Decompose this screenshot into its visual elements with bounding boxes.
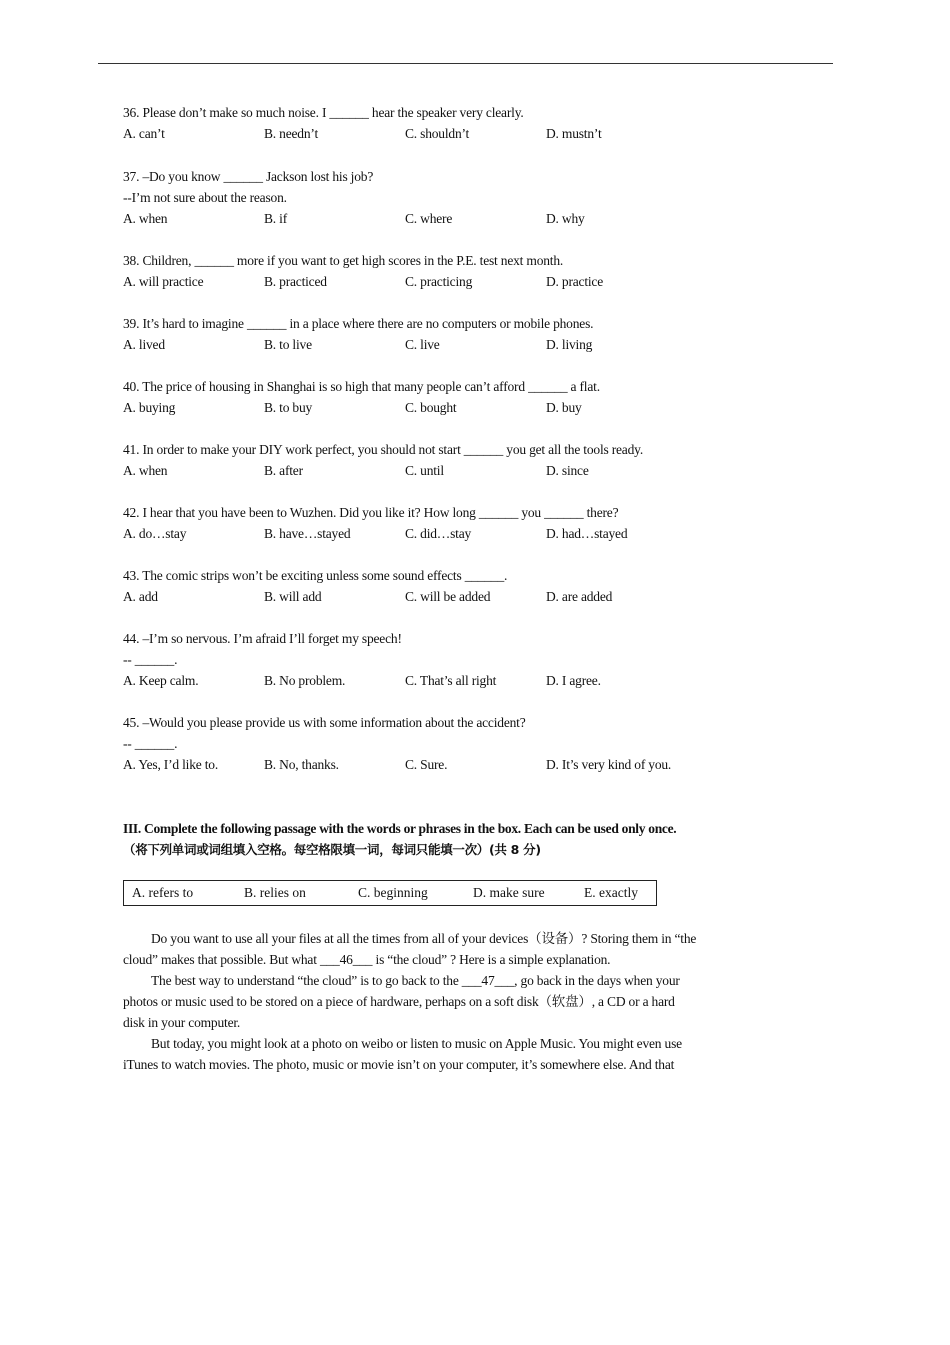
option-c[interactable]: C. bought	[405, 400, 457, 415]
options-row	[123, 123, 763, 144]
option-d[interactable]: D. why	[546, 211, 585, 226]
option-a[interactable]: A. will practice	[123, 274, 204, 289]
option-d[interactable]: D. practice	[546, 274, 604, 289]
options-row	[123, 208, 763, 229]
option-b[interactable]: B. No, thanks.	[264, 757, 339, 772]
passage	[123, 928, 743, 1075]
passage-line: The best way to understand “the cloud” is to go back to the ___47___, go back in the days when your	[151, 973, 680, 988]
option-a[interactable]: A. when	[123, 211, 168, 226]
passage-line: cloud” makes that possible. But what ___46___ is “the cloud” ? Here is a simple explanation.	[123, 952, 611, 967]
question-40	[123, 376, 763, 418]
option-d[interactable]: D. mustn’t	[546, 126, 602, 141]
question-42	[123, 502, 763, 544]
question-38	[123, 250, 763, 292]
question-43	[123, 565, 763, 607]
word-option-d: D. make sure	[473, 885, 545, 900]
option-d[interactable]: D. It’s very kind of you.	[546, 757, 672, 772]
option-d[interactable]: D. buy	[546, 400, 582, 415]
question-stem-line-2: --I’m not sure about the reason.	[123, 190, 287, 205]
option-a[interactable]: A. when	[123, 463, 168, 478]
options-row	[123, 670, 763, 691]
option-d[interactable]: D. since	[546, 463, 589, 478]
question-stem: 43. The comic strips won’t be exciting unless some sound effects ______.	[123, 568, 508, 583]
option-a[interactable]: A. lived	[123, 337, 165, 352]
option-c[interactable]: C. until	[405, 463, 444, 478]
passage-line: Do you want to use all your files at all the times from all of your devices（设备）? Storing them in “the	[151, 931, 697, 946]
option-c[interactable]: C. practicing	[405, 274, 473, 289]
option-c[interactable]: C. will be added	[405, 589, 491, 604]
question-44	[123, 628, 763, 691]
passage-line: photos or music used to be stored on a piece of hardware, perhaps on a soft disk（软盘）, a CD or a hard	[123, 994, 675, 1009]
option-b[interactable]: B. to buy	[264, 400, 313, 415]
option-a[interactable]: A. do…stay	[123, 526, 187, 541]
options-row	[123, 523, 763, 544]
option-b[interactable]: B. after	[264, 463, 303, 478]
options-row	[123, 271, 763, 292]
question-stem: 36. Please don’t make so much noise. I ______ hear the speaker very clearly.	[123, 105, 524, 120]
options-row	[123, 334, 763, 355]
question-stem: 42. I hear that you have been to Wuzhen. Did you like it? How long ______ you ______ there?	[123, 505, 619, 520]
option-c[interactable]: C. shouldn’t	[405, 126, 470, 141]
option-c[interactable]: C. where	[405, 211, 453, 226]
option-d[interactable]: D. are added	[546, 589, 613, 604]
option-a[interactable]: A. add	[123, 589, 158, 604]
question-stem: 37. –Do you know ______ Jackson lost his job?	[123, 169, 374, 184]
question-37	[123, 166, 763, 229]
question-stem: 41. In order to make your DIY work perfect, you should not start ______ you get all the tools ready.	[123, 442, 644, 457]
option-d[interactable]: D. living	[546, 337, 593, 352]
word-option-c: C. beginning	[358, 885, 428, 900]
option-a[interactable]: A. Keep calm.	[123, 673, 199, 688]
option-c[interactable]: C. live	[405, 337, 440, 352]
word-option-b: B. relies on	[244, 885, 306, 900]
passage-line: But today, you might look at a photo on weibo or listen to music on Apple Music. You might even use	[151, 1036, 682, 1051]
section-title: III. Complete the following passage with the words or phrases in the box. Each can be used only once.	[123, 821, 677, 836]
option-c[interactable]: C. That’s all right	[405, 673, 497, 688]
option-b[interactable]: B. if	[264, 211, 288, 226]
question-stem: 39. It’s hard to imagine ______ in a place where there are no computers or mobile phones.	[123, 316, 594, 331]
option-b[interactable]: B. have…stayed	[264, 526, 351, 541]
option-b[interactable]: B. will add	[264, 589, 322, 604]
options-row	[123, 754, 763, 775]
word-option-e: E. exactly	[584, 885, 638, 900]
option-d[interactable]: D. I agree.	[546, 673, 601, 688]
question-41	[123, 439, 763, 481]
option-b[interactable]: B. needn’t	[264, 126, 318, 141]
option-a[interactable]: A. can’t	[123, 126, 165, 141]
question-stem: 44. –I’m so nervous. I’m afraid I’ll forget my speech!	[123, 631, 402, 646]
option-d[interactable]: D. had…stayed	[546, 526, 628, 541]
header-rule	[98, 63, 833, 64]
section-subtitle: （将下列单词或词组填入空格。每空格限填一词，每词只能填一次）(共 8 分)	[123, 842, 541, 857]
option-b[interactable]: B. practiced	[264, 274, 327, 289]
word-option-a: A. refers to	[132, 885, 194, 900]
question-stem-line-2: -- ______.	[123, 736, 178, 751]
options-row	[123, 397, 763, 418]
passage-line: disk in your computer.	[123, 1015, 241, 1030]
section-heading	[123, 818, 803, 860]
option-a[interactable]: A. Yes, I’d like to.	[123, 757, 219, 772]
option-a[interactable]: A. buying	[123, 400, 176, 415]
question-stem: 38. Children, ______ more if you want to get high scores in the P.E. test next month.	[123, 253, 564, 268]
question-36	[123, 102, 763, 144]
options-row	[123, 586, 763, 607]
passage-line: iTunes to watch movies. The photo, music or movie isn’t on your computer, it’s somewhere else. And that	[123, 1057, 675, 1072]
option-c[interactable]: C. Sure.	[405, 757, 448, 772]
question-45	[123, 712, 763, 775]
question-stem-line-2: -- ______.	[123, 652, 178, 667]
option-b[interactable]: B. to live	[264, 337, 312, 352]
options-row	[123, 460, 763, 481]
question-39	[123, 313, 763, 355]
option-c[interactable]: C. did…stay	[405, 526, 472, 541]
question-stem: 45. –Would you please provide us with some information about the accident?	[123, 715, 526, 730]
option-b[interactable]: B. No problem.	[264, 673, 346, 688]
word-box	[123, 880, 657, 906]
question-stem: 40. The price of housing in Shanghai is so high that many people can’t afford ______ a flat.	[123, 379, 600, 394]
